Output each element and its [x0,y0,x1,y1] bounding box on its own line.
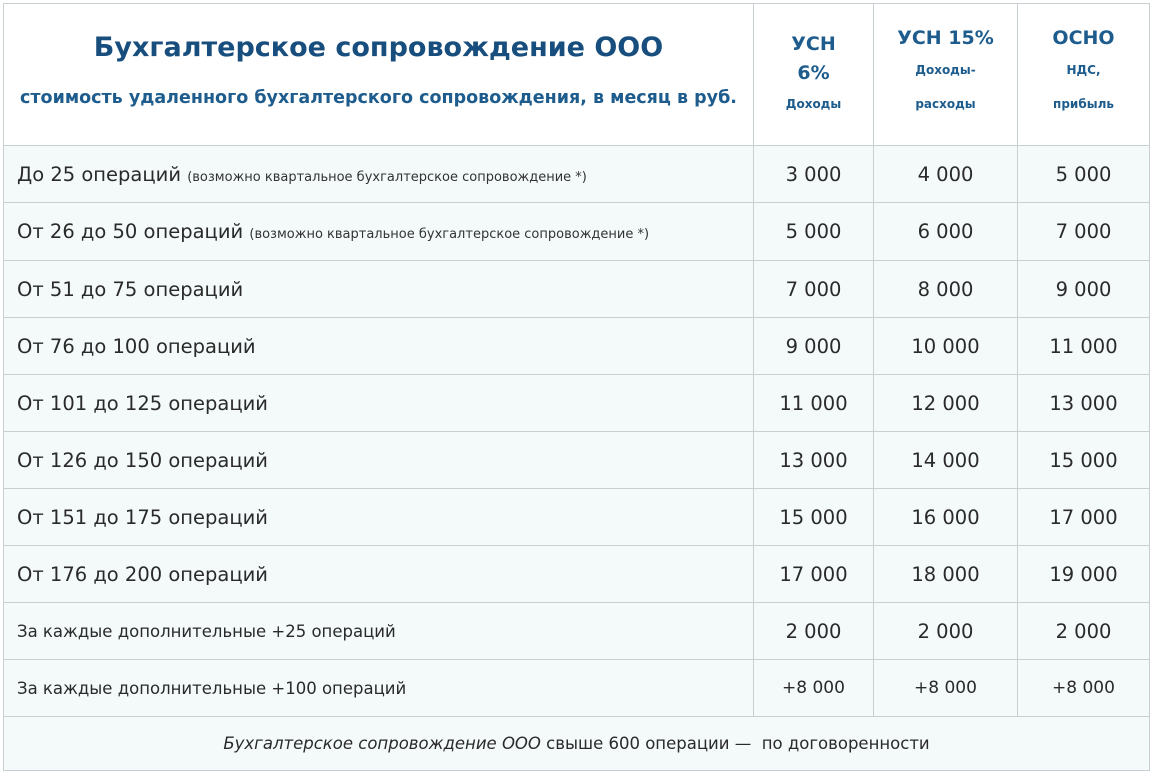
price-usn15: 18 000 [874,546,1018,603]
price-osno: 17 000 [1018,489,1150,546]
row-label: За каждые дополнительные +100 операций [17,678,407,698]
row-label: За каждые дополнительные +25 операций [17,621,396,641]
table-row [4,432,1150,489]
column-note-line2: прибыль [1053,96,1114,111]
column-note: Доходы- [915,62,976,77]
price-usn6: 3 000 [754,146,874,203]
row-label: От 176 до 200 операций [17,562,268,586]
column-header-usn15 [874,4,1018,146]
footer-italic-text: Бухгалтерское сопровождение ООО [223,734,541,753]
price-osno: 9 000 [1018,261,1150,318]
price-usn15: 14 000 [874,432,1018,489]
row-label: От 151 до 175 операций [17,505,268,529]
price-usn15: 8 000 [874,261,1018,318]
table-footer-row [4,717,1150,771]
table-row [4,146,1150,203]
row-label: От 126 до 150 операций [17,448,268,472]
price-usn15: 6 000 [874,203,1018,261]
price-usn15: 2 000 [874,603,1018,660]
price-usn15: 16 000 [874,489,1018,546]
row-label-cell [4,375,754,432]
price-osno: 11 000 [1018,318,1150,375]
column-header-usn6 [754,4,874,146]
table-row [4,261,1150,318]
row-label: От 51 до 75 операций [17,277,244,301]
table-header-row [4,4,1150,146]
row-label-cell [4,203,754,261]
column-note: НДС, [1066,62,1101,77]
table-title-cell [4,4,754,146]
row-label-cell [4,546,754,603]
price-usn6: 17 000 [754,546,874,603]
price-osno: 5 000 [1018,146,1150,203]
table-row [4,546,1150,603]
column-name: УСН [791,32,836,55]
price-usn6: 9 000 [754,318,874,375]
row-label-cell [4,261,754,318]
column-name-line2: 6% [797,61,830,84]
price-usn6: 5 000 [754,203,874,261]
row-label-cell [4,432,754,489]
row-label: До 25 операций [17,162,181,186]
price-osno: +8 000 [1018,660,1150,717]
row-label-cell [4,660,754,717]
row-note: (возможно квартальное бухгалтерское сопровождение *) [249,227,650,242]
column-name: ОСНО [1052,26,1115,49]
table-row [4,318,1150,375]
price-osno: 15 000 [1018,432,1150,489]
price-usn6: 7 000 [754,261,874,318]
page-title: Бухгалтерское сопровождение ООО [93,31,664,63]
row-label-cell [4,489,754,546]
price-usn15: 4 000 [874,146,1018,203]
price-usn15: +8 000 [874,660,1018,717]
table-row [4,489,1150,546]
table-row [4,203,1150,261]
price-osno: 19 000 [1018,546,1150,603]
column-header-osno [1018,4,1150,146]
row-label-cell [4,603,754,660]
price-usn6: 11 000 [754,375,874,432]
price-usn6: 2 000 [754,603,874,660]
price-usn15: 12 000 [874,375,1018,432]
price-usn15: 10 000 [874,318,1018,375]
table-row [4,603,1150,660]
column-note: Доходы [785,96,842,111]
page-subtitle: стоимость удаленного бухгалтерского сопровождения, в месяц в руб. [20,87,737,108]
row-label-cell [4,146,754,203]
table-row [4,375,1150,432]
price-usn6: 13 000 [754,432,874,489]
price-usn6: 15 000 [754,489,874,546]
row-label: От 101 до 125 операций [17,391,268,415]
footer-note [4,717,1150,771]
column-name: УСН 15% [897,26,994,49]
column-note-line2: расходы [915,96,976,111]
row-label: От 26 до 50 операций [17,220,244,243]
pricing-table [3,3,1150,771]
row-label: От 76 до 100 операций [17,334,256,358]
table-row [4,660,1150,717]
price-osno: 7 000 [1018,203,1150,261]
price-usn6: +8 000 [754,660,874,717]
row-note: (возможно квартальное бухгалтерское сопровождение *) [187,169,587,185]
row-label-cell [4,318,754,375]
footer-text: свыше 600 операции — по договоренности [540,734,930,753]
price-osno: 2 000 [1018,603,1150,660]
price-osno: 13 000 [1018,375,1150,432]
